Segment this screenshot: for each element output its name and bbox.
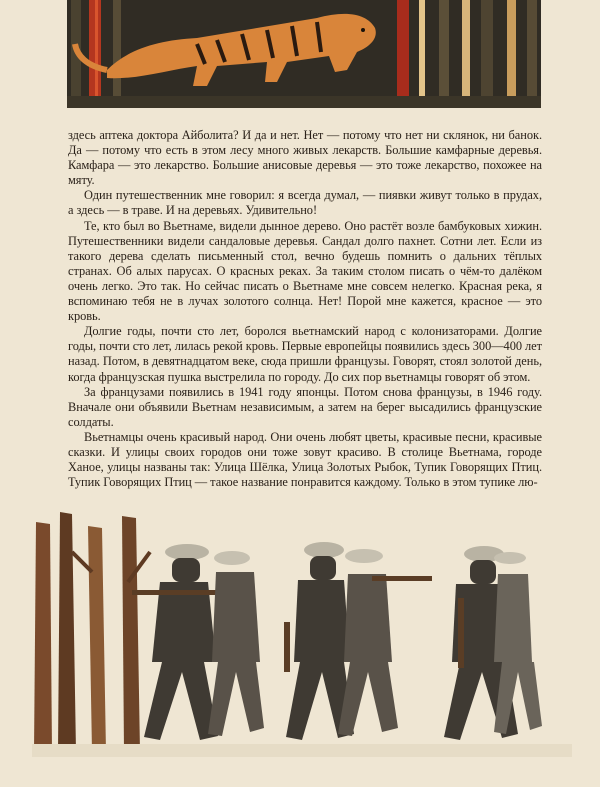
tiger-forest-drawing (67, 0, 541, 108)
soldiers-illustration (32, 512, 572, 757)
paragraph: Долгие годы, почти сто лет, боролся вьетнамский народ с колонизаторами. Долгие годы, почти сто лет, лилась рекой кровь. Первые европейцы появились здесь 300—400 лет назад. Потом, в девятнадцатом веке, сюда пришли французы. Говорят, стоял золотой день, когда французская пушка выстрелила по городу. До сих пор вьетнамцы говорят об этом. (68, 324, 542, 384)
paragraph: Вьетнамцы очень красивый народ. Они очень любят цветы, красивые песни, красивые сказки. И улицы своих городов они тоже зовут красиво. В столице Вьетнама, городе Ханое, улицы названы так: Улица Шёлка, Улица Золотых Рыбок, Тупик Говорящих Птиц. Тупик Говорящих Птиц — такое название понравится каждому. Только в этом тупике лю- (68, 429, 542, 490)
tiger-forest-illustration (67, 0, 541, 108)
article-text (68, 128, 542, 490)
paragraph: За французами появились в 1941 году японцы. Потом снова французы, в 1946 году. Вначале они объявили Вьетнам независимым, а затем на берег высадились французские солдаты. (68, 384, 542, 429)
paragraph: Те, кто был во Вьетнаме, видели дынное дерево. Оно растёт возле бамбуковых хижин. Путешественники видели сандаловые деревья. Сандал долго пахнет. Сотни лет. Если из такого дерева сделать письменный стол, вечно будешь помнить о дальних тёплых странах. Об алых парусах. О красных реках. За таким столом писать о чём-то далёком очень легко. Это так. Но сейчас писать о Вьетнаме мне совсем нелегко. Красная река, я вспоминаю тебя не в лучах золотого солнца. Нет! Порой мне кажется, красное — это кровь. (68, 218, 542, 324)
paragraph: Один путешественник мне говорил: я всегда думал, — пиявки живут только в прудах, а здесь — в траве. И на деревьях. Удивительно! (68, 188, 542, 218)
paragraph: здесь аптека доктора Айболита? И да и нет. Нет — потому что нет ни склянок, ни банок. Да — потому что есть в этом лесу много живых лекарств. Большие камфарные деревья. Камфара — это лекарство. Большие анисовые деревья — это тоже лекарство, похожее на мяту. (68, 128, 542, 188)
soldiers-drawing (32, 512, 572, 757)
